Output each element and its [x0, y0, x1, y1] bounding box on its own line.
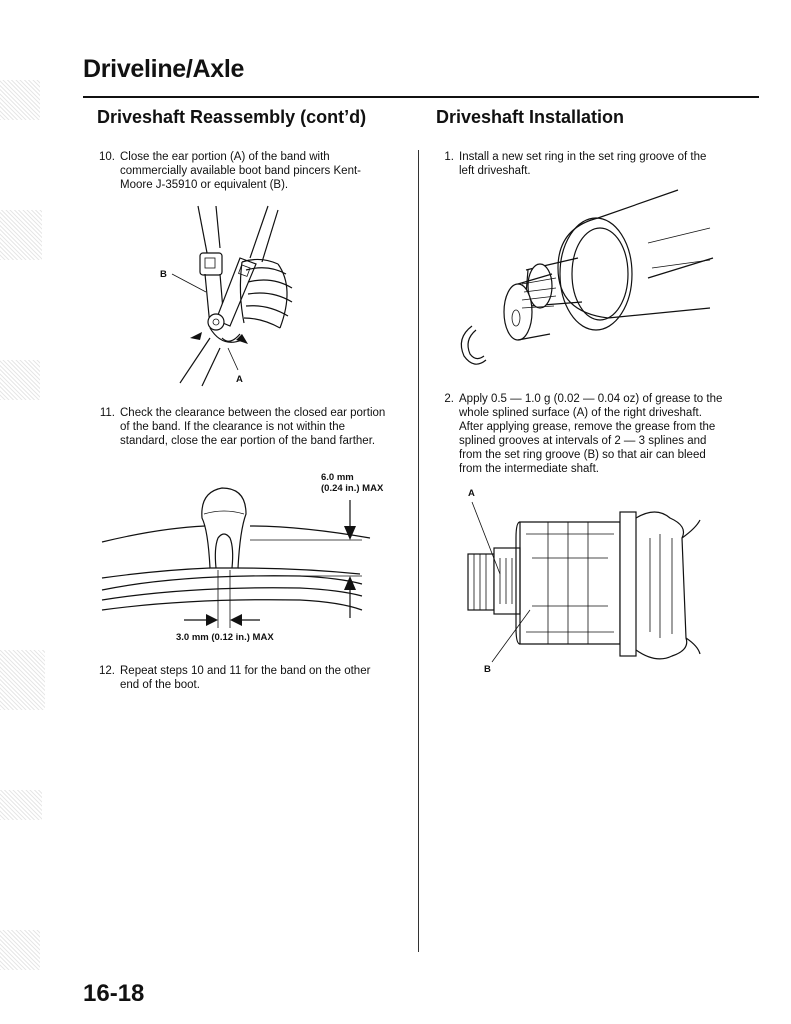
- section-title-installation: Driveshaft Installation: [436, 107, 625, 127]
- step-text-line: Install a new set ring in the set ring groove of the: [459, 151, 707, 163]
- step-text-line: end of the boot.: [120, 679, 200, 691]
- step-number: 2.: [444, 393, 454, 405]
- step-2: [436, 392, 746, 478]
- set-ring-figure: [448, 188, 728, 368]
- section-title-reassembly: Driveshaft Reassembly (cont’d): [97, 107, 367, 127]
- step-number: 10.: [99, 151, 115, 163]
- step-text-line: Moore J-35910 or equivalent (B).: [120, 179, 289, 191]
- scan-artifact: [0, 360, 40, 400]
- step-text-line: Apply 0.5 — 1.0 g (0.02 — 0.04 oz) of grease to the: [459, 393, 723, 405]
- ear-clearance-figure: [100, 470, 400, 640]
- header-divider: [83, 96, 759, 98]
- figure-label-a: A: [468, 488, 475, 499]
- step-10: [97, 150, 397, 194]
- step-text-line: Close the ear portion (A) of the band with: [120, 151, 330, 163]
- boot-band-pincers-figure: [150, 198, 320, 388]
- dimension-label-height: [321, 472, 383, 494]
- dimension-text-line: 6.0 mm: [321, 472, 354, 483]
- step-text-line: from the set ring groove (B) so that air can bleed: [459, 449, 706, 461]
- scan-artifact: [0, 790, 42, 820]
- figure-label-b: B: [484, 664, 491, 675]
- page-number: 16-18: [83, 980, 145, 1007]
- step-text-line: Repeat steps 10 and 11 for the band on the other: [120, 665, 371, 677]
- dimension-label-width: 3.0 mm (0.12 in.) MAX: [176, 632, 274, 643]
- step-text-line: standard, close the ear portion of the band farther.: [120, 435, 376, 447]
- step-number: 12.: [99, 665, 115, 677]
- step-text-line: commercially available boot band pincers Kent-: [120, 165, 361, 177]
- figure-label-a: A: [236, 374, 243, 385]
- column-divider: [418, 150, 419, 952]
- scan-artifact: [0, 650, 45, 710]
- step-number: 11.: [99, 407, 115, 419]
- step-text-line: of the band. If the clearance is not within the: [120, 421, 346, 433]
- figure-label-b: B: [160, 269, 167, 280]
- step-text-line: left driveshaft.: [459, 165, 531, 177]
- step-11: [97, 406, 407, 450]
- scan-artifact: [0, 80, 40, 120]
- page-header-title: Driveline/Axle: [83, 55, 245, 83]
- scan-artifact: [0, 930, 40, 970]
- step-12: [97, 664, 397, 694]
- step-text-line: Check the clearance between the closed ear portion: [120, 407, 386, 419]
- step-text-line: splined grooves at intervals of 2 — 3 splines and: [459, 435, 707, 447]
- dimension-text-line: (0.24 in.) MAX: [321, 483, 384, 494]
- scan-artifact: [0, 210, 42, 260]
- step-text-line: After applying grease, remove the grease from the: [459, 421, 716, 433]
- splined-shaft-figure: [460, 498, 710, 678]
- step-number: 1.: [444, 151, 454, 163]
- step-text-line: whole splined surface (A) of the right driveshaft.: [459, 407, 702, 419]
- step-text-line: from the intermediate shaft.: [459, 463, 599, 475]
- step-1: [436, 150, 746, 180]
